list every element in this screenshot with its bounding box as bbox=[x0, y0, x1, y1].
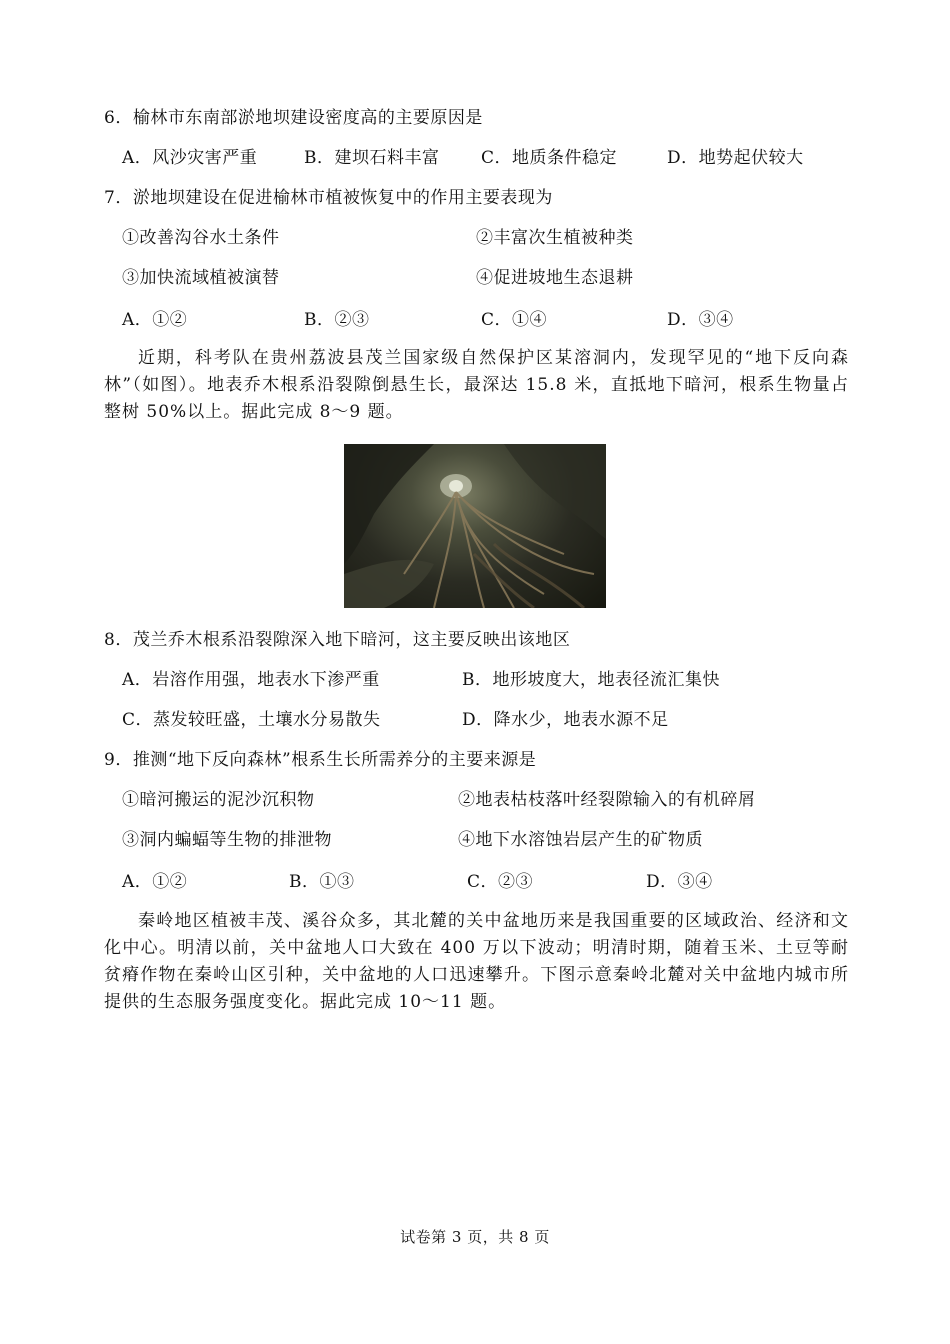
q7-option-a: A．①② bbox=[122, 310, 188, 330]
q6-option-b: B．建坝石料丰富 bbox=[304, 148, 440, 168]
q9-option-b: B．①③ bbox=[289, 872, 355, 892]
passage-8-9: 近期，科考队在贵州荔波县茂兰国家级自然保护区某溶洞内，发现罕见的“地下反向森林”（如图）。地表乔木根系沿裂隙倒悬生长，最深达 15.8 米，直抵地下暗河，根系生物量占整树 50%以上。据此完成 8～9 题。 bbox=[104, 348, 849, 422]
q8-option-b: B．地形坡度大，地表径流汇集快 bbox=[462, 670, 720, 690]
q9-item-1: ①暗河搬运的泥沙沉积物 bbox=[122, 790, 315, 810]
q9-option-d: D．③④ bbox=[646, 872, 713, 892]
q8-option-c: C．蒸发较旺盛，土壤水分易散失 bbox=[122, 710, 381, 730]
q8-option-d: D．降水少，地表水源不足 bbox=[462, 710, 669, 730]
q9-item-2: ②地表枯枝落叶经裂隙输入的有机碎屑 bbox=[458, 790, 756, 810]
q6-option-a: A．风沙灾害严重 bbox=[122, 148, 258, 168]
q7-item-4: ④促进坡地生态退耕 bbox=[476, 268, 634, 288]
question-7-stem: 7．淤地坝建设在促进榆林市植被恢复中的作用主要表现为 bbox=[104, 188, 553, 208]
question-9-stem: 9．推测“地下反向森林”根系生长所需养分的主要来源是 bbox=[104, 750, 537, 770]
q6-option-d: D．地势起伏较大 bbox=[667, 148, 804, 168]
passage-10-11: 秦岭地区植被丰茂、溪谷众多，其北麓的关中盆地历来是我国重要的区域政治、经济和文化中心。明清以前，关中盆地人口大致在 400 万以下波动；明清时期，随着玉米、土豆等耐贫瘠作物在秦岭山区引种，关中盆地的人口迅速攀升。下图示意秦岭北麓对关中盆地内城市所提供的生态服务强度变化。据此完成 10～11 题。 bbox=[104, 911, 849, 1012]
q7-item-2: ②丰富次生植被种类 bbox=[476, 228, 634, 248]
q9-item-3: ③洞内蝙蝠等生物的排泄物 bbox=[122, 830, 332, 850]
q9-option-c: C．②③ bbox=[467, 872, 534, 892]
cave-roots-photo bbox=[344, 444, 606, 608]
question-8-stem: 8．茂兰乔木根系沿裂隙深入地下暗河，这主要反映出该地区 bbox=[104, 630, 571, 650]
q9-item-4: ④地下水溶蚀岩层产生的矿物质 bbox=[458, 830, 703, 850]
question-6-stem: 6．榆林市东南部淤地坝建设密度高的主要原因是 bbox=[104, 108, 483, 128]
q7-item-3: ③加快流域植被演替 bbox=[122, 268, 280, 288]
q7-option-b: B．②③ bbox=[304, 310, 370, 330]
q7-option-c: C．①④ bbox=[481, 310, 548, 330]
q7-option-d: D．③④ bbox=[667, 310, 734, 330]
q7-item-1: ①改善沟谷水土条件 bbox=[122, 228, 280, 248]
q9-option-a: A．①② bbox=[122, 872, 188, 892]
q6-option-c: C．地质条件稳定 bbox=[481, 148, 618, 168]
q8-option-a: A．岩溶作用强，地表水下渗严重 bbox=[122, 670, 380, 690]
page-footer: 试卷第 3 页，共 8 页 bbox=[400, 1228, 550, 1246]
